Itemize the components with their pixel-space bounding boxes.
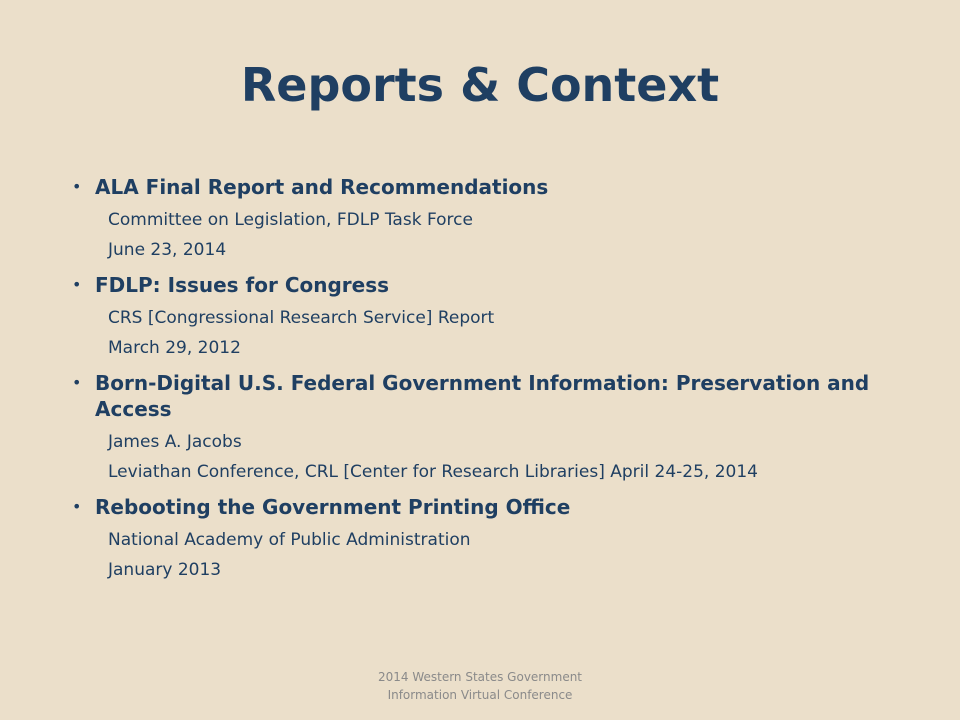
item-detail: June 23, 2014 (108, 240, 227, 260)
bullet-list (72, 170, 892, 580)
slide-title: Reports & Context (240, 58, 720, 112)
item-detail: Committee on Legislation, FDLP Task Force (108, 210, 473, 230)
slide-footer (350, 668, 610, 704)
bullet-icon: • (72, 497, 82, 516)
list-item (72, 272, 892, 298)
bullet-icon: • (72, 275, 82, 294)
list-item (72, 494, 892, 520)
bullet-icon: • (72, 177, 82, 196)
item-detail: March 29, 2012 (108, 338, 241, 358)
item-detail: James A. Jacobs (108, 432, 242, 452)
item-heading: ALA Final Report and Recommendations (95, 175, 549, 199)
item-detail: CRS [Congressional Research Service] Report (108, 308, 495, 328)
item-heading: Rebooting the Government Printing Office (95, 495, 571, 519)
item-detail: January 2013 (108, 560, 222, 580)
footer-line: 2014 Western States Government (377, 670, 583, 684)
item-heading: Born-Digital U.S. Federal Government Information: Preservation and Access (95, 371, 870, 421)
item-heading: FDLP: Issues for Congress (95, 273, 390, 297)
item-detail: National Academy of Public Administration (108, 530, 471, 550)
item-detail: Leviathan Conference, CRL [Center for Research Libraries] April 24-25, 2014 (108, 462, 758, 482)
list-item (72, 174, 892, 200)
bullet-icon: • (72, 373, 82, 392)
list-item (72, 370, 892, 422)
footer-line: Information Virtual Conference (387, 688, 573, 702)
